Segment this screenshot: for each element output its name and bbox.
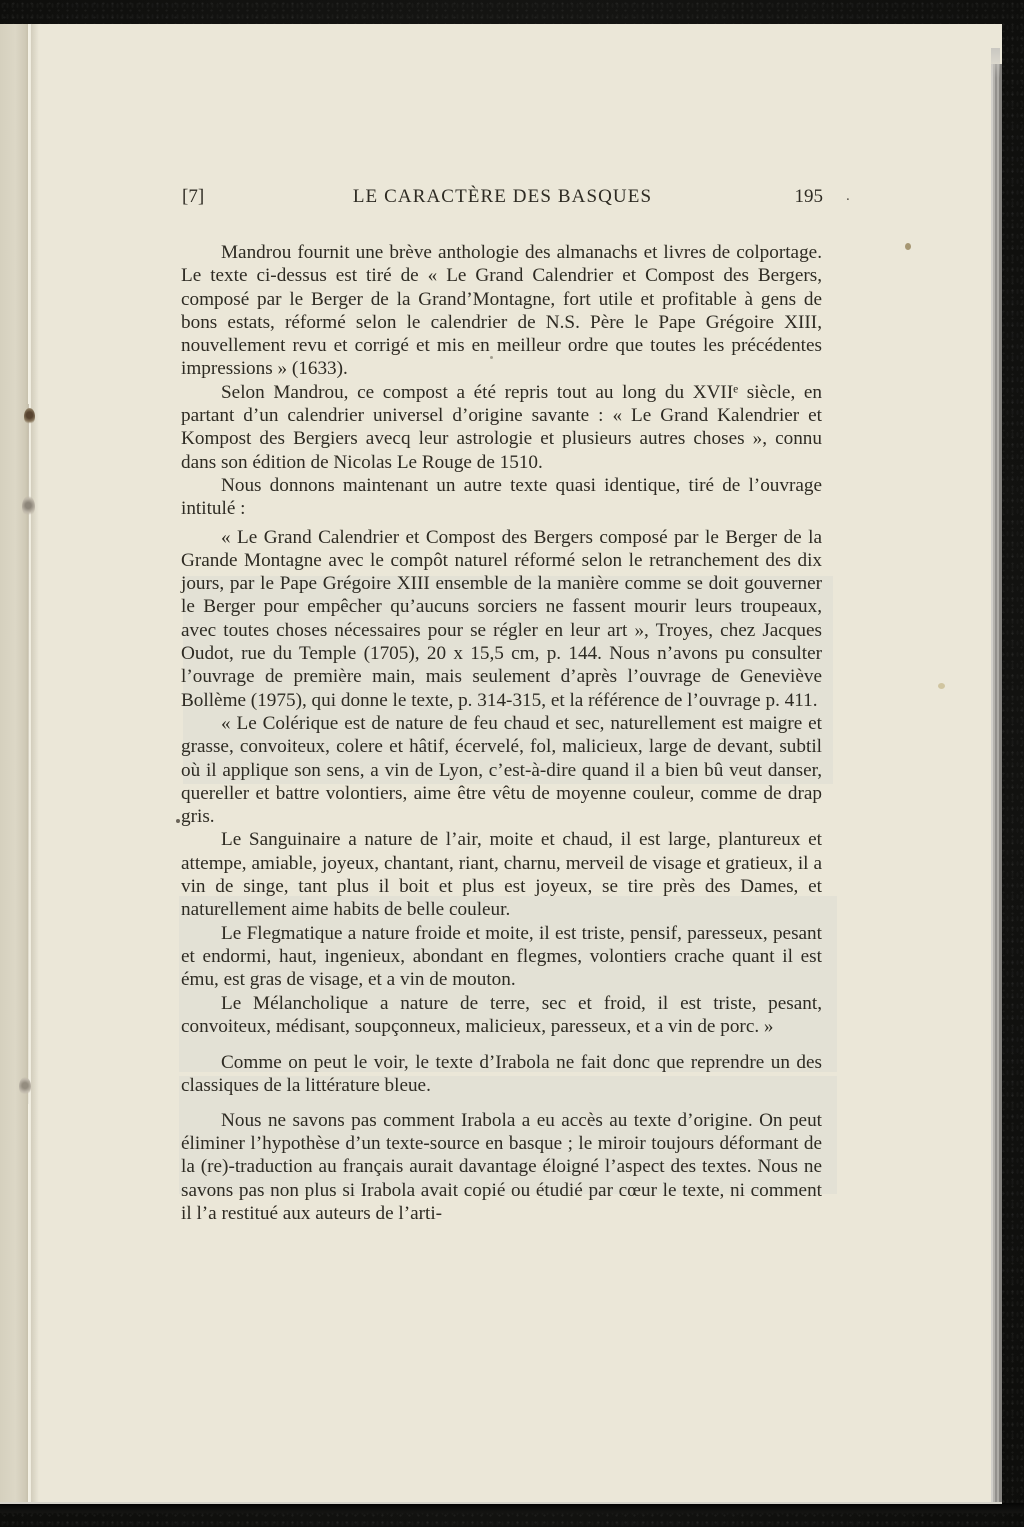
- article-section-number: [7]: [182, 186, 205, 207]
- page-number: 195: [794, 186, 823, 207]
- binding-stitch: [19, 1077, 31, 1096]
- running-title: LE CARACTÈRE DES BASQUES: [352, 186, 653, 207]
- binding-stitch: [22, 496, 35, 517]
- binding-stitch: [24, 408, 35, 425]
- fore-edge-page-stack: [991, 64, 1002, 1502]
- paragraph-mandrou-anthologie: Mandrou fournit une brève anthologie des almanachs et livres de colportage. Le texte ci-dessus est tiré de « Le Grand Calendrier et Compost des Bergers, composé par le Berger de la Grand’Montagne, fort utile et profitable à gens de bons estats, réformé selon le calendrier de N.S. Père le Pape Grégoire XIII, nouvellement revu et corrigé et mis en meilleur ordre que toutes les précédentes impressions » (1633).: [181, 242, 822, 380]
- paragraph-le-colerique: « Le Colérique est de nature de feu chaud et sec, naturellement est maigre et grasse, convoiteux, colere et hâtif, écervelé, fol, malicieux, large de devant, subtil où il applique son sens, a vin de Lyon, c’est-à-dire quand il a bien bû veut danser, quereller et battre volontiers, aime être vêtu de moyenne couleur, comme de drap gris.: [181, 712, 822, 828]
- paper-speck: [938, 683, 945, 689]
- paragraph-le-sanguinaire: Le Sanguinaire a nature de l’air, moite et chaud, il est large, plantureux et attempe, amiable, joyeux, chantant, riant, charnu, merveil de visage et gratieux, il a vin de singe, tant plus il boit et plus est joyeux, se tire près des Dames, et naturellement aime habits de belle couleur.: [181, 829, 822, 921]
- running-title-trailing-mark: .: [846, 188, 850, 204]
- page-body-text: [181, 241, 822, 1225]
- paragraph-grand-calendrier-citation: « Le Grand Calendrier et Compost des Bergers composé par le Berger de la Grande Montagne avec le compôt naturel réformé selon le retranchement des dix jours, par le Pape Grégoire XIII ensemble de la manière comme se doit gouverner le Berger pour empêcher qu’aucuns sorciers ne fassent mourir leurs troupeaux, avec toutes choses nécessaires pour se régler en leur art », Troyes, chez Jacques Oudot, rue du Temple (1705), 20 x 15,5 cm, p. 144. Nous n’avons pu consulter l’ouvrage de première main, mais seulement d’après l’ouvrage de Geneviève Bollème (1975), qui donne le texte, p. 314-315, et la référence de l’ouvrage p. 411.: [181, 526, 822, 711]
- paper-speck: [176, 819, 180, 823]
- paragraph-selon-mandrou: Selon Mandrou, ce compost a été repris tout au long du XVIIᵉ siècle, en partant d’un calendrier universel d’origine savante : « Le Grand Kalendrier et Kompost des Bergiers avecq leur astrologie et plusieurs autres choses », connu dans son édition de Nicolas Le Rouge de 1510.: [181, 381, 822, 473]
- book-board-shadow: [0, 1503, 1024, 1513]
- paragraph-comme-on-peut-voir: Comme on peut le voir, le texte d’Irabola ne fait donc que reprendre un des classiques de la littérature bleue.: [181, 1052, 822, 1097]
- paragraph-le-flegmatique: Le Flegmatique a nature froide et moite, il est triste, pensif, paresseux, pesant et endormi, haut, ingenieux, abondant en flegmes, volontiers crache quant il est ému, est gras de visage, et a vin de mouton.: [181, 922, 822, 991]
- paper-speck: [905, 243, 911, 250]
- paragraph-le-melancholique: Le Mélancholique a nature de terre, sec et froid, il est triste, pesant, convoiteux, médisant, soupçonneux, malicieux, paresseux, et a vin de porc. »: [181, 992, 822, 1037]
- fore-edge-top: [991, 48, 1000, 78]
- running-head: [182, 186, 850, 209]
- binding-crease-shadow: [31, 24, 39, 1502]
- binding-gutter-strip: [0, 24, 28, 1502]
- paragraph-nous-ne-savons-pas: Nous ne savons pas comment Irabola a eu accès au texte d’origine. On peut éliminer l’hypothèse d’un texte-source en basque ; le miroir toujours déformant de la (re)-traduction au français aurait davantage éloigné l’aspect des textes. Nous ne savons pas non plus si Irabola avait copié ou étudié par cœur le texte, ni comment il l’a restitué aux auteurs de l’arti-: [181, 1109, 822, 1224]
- paragraph-nous-donnons: Nous donnons maintenant un autre texte quasi identique, tiré de l’ouvrage intitulé :: [181, 474, 822, 520]
